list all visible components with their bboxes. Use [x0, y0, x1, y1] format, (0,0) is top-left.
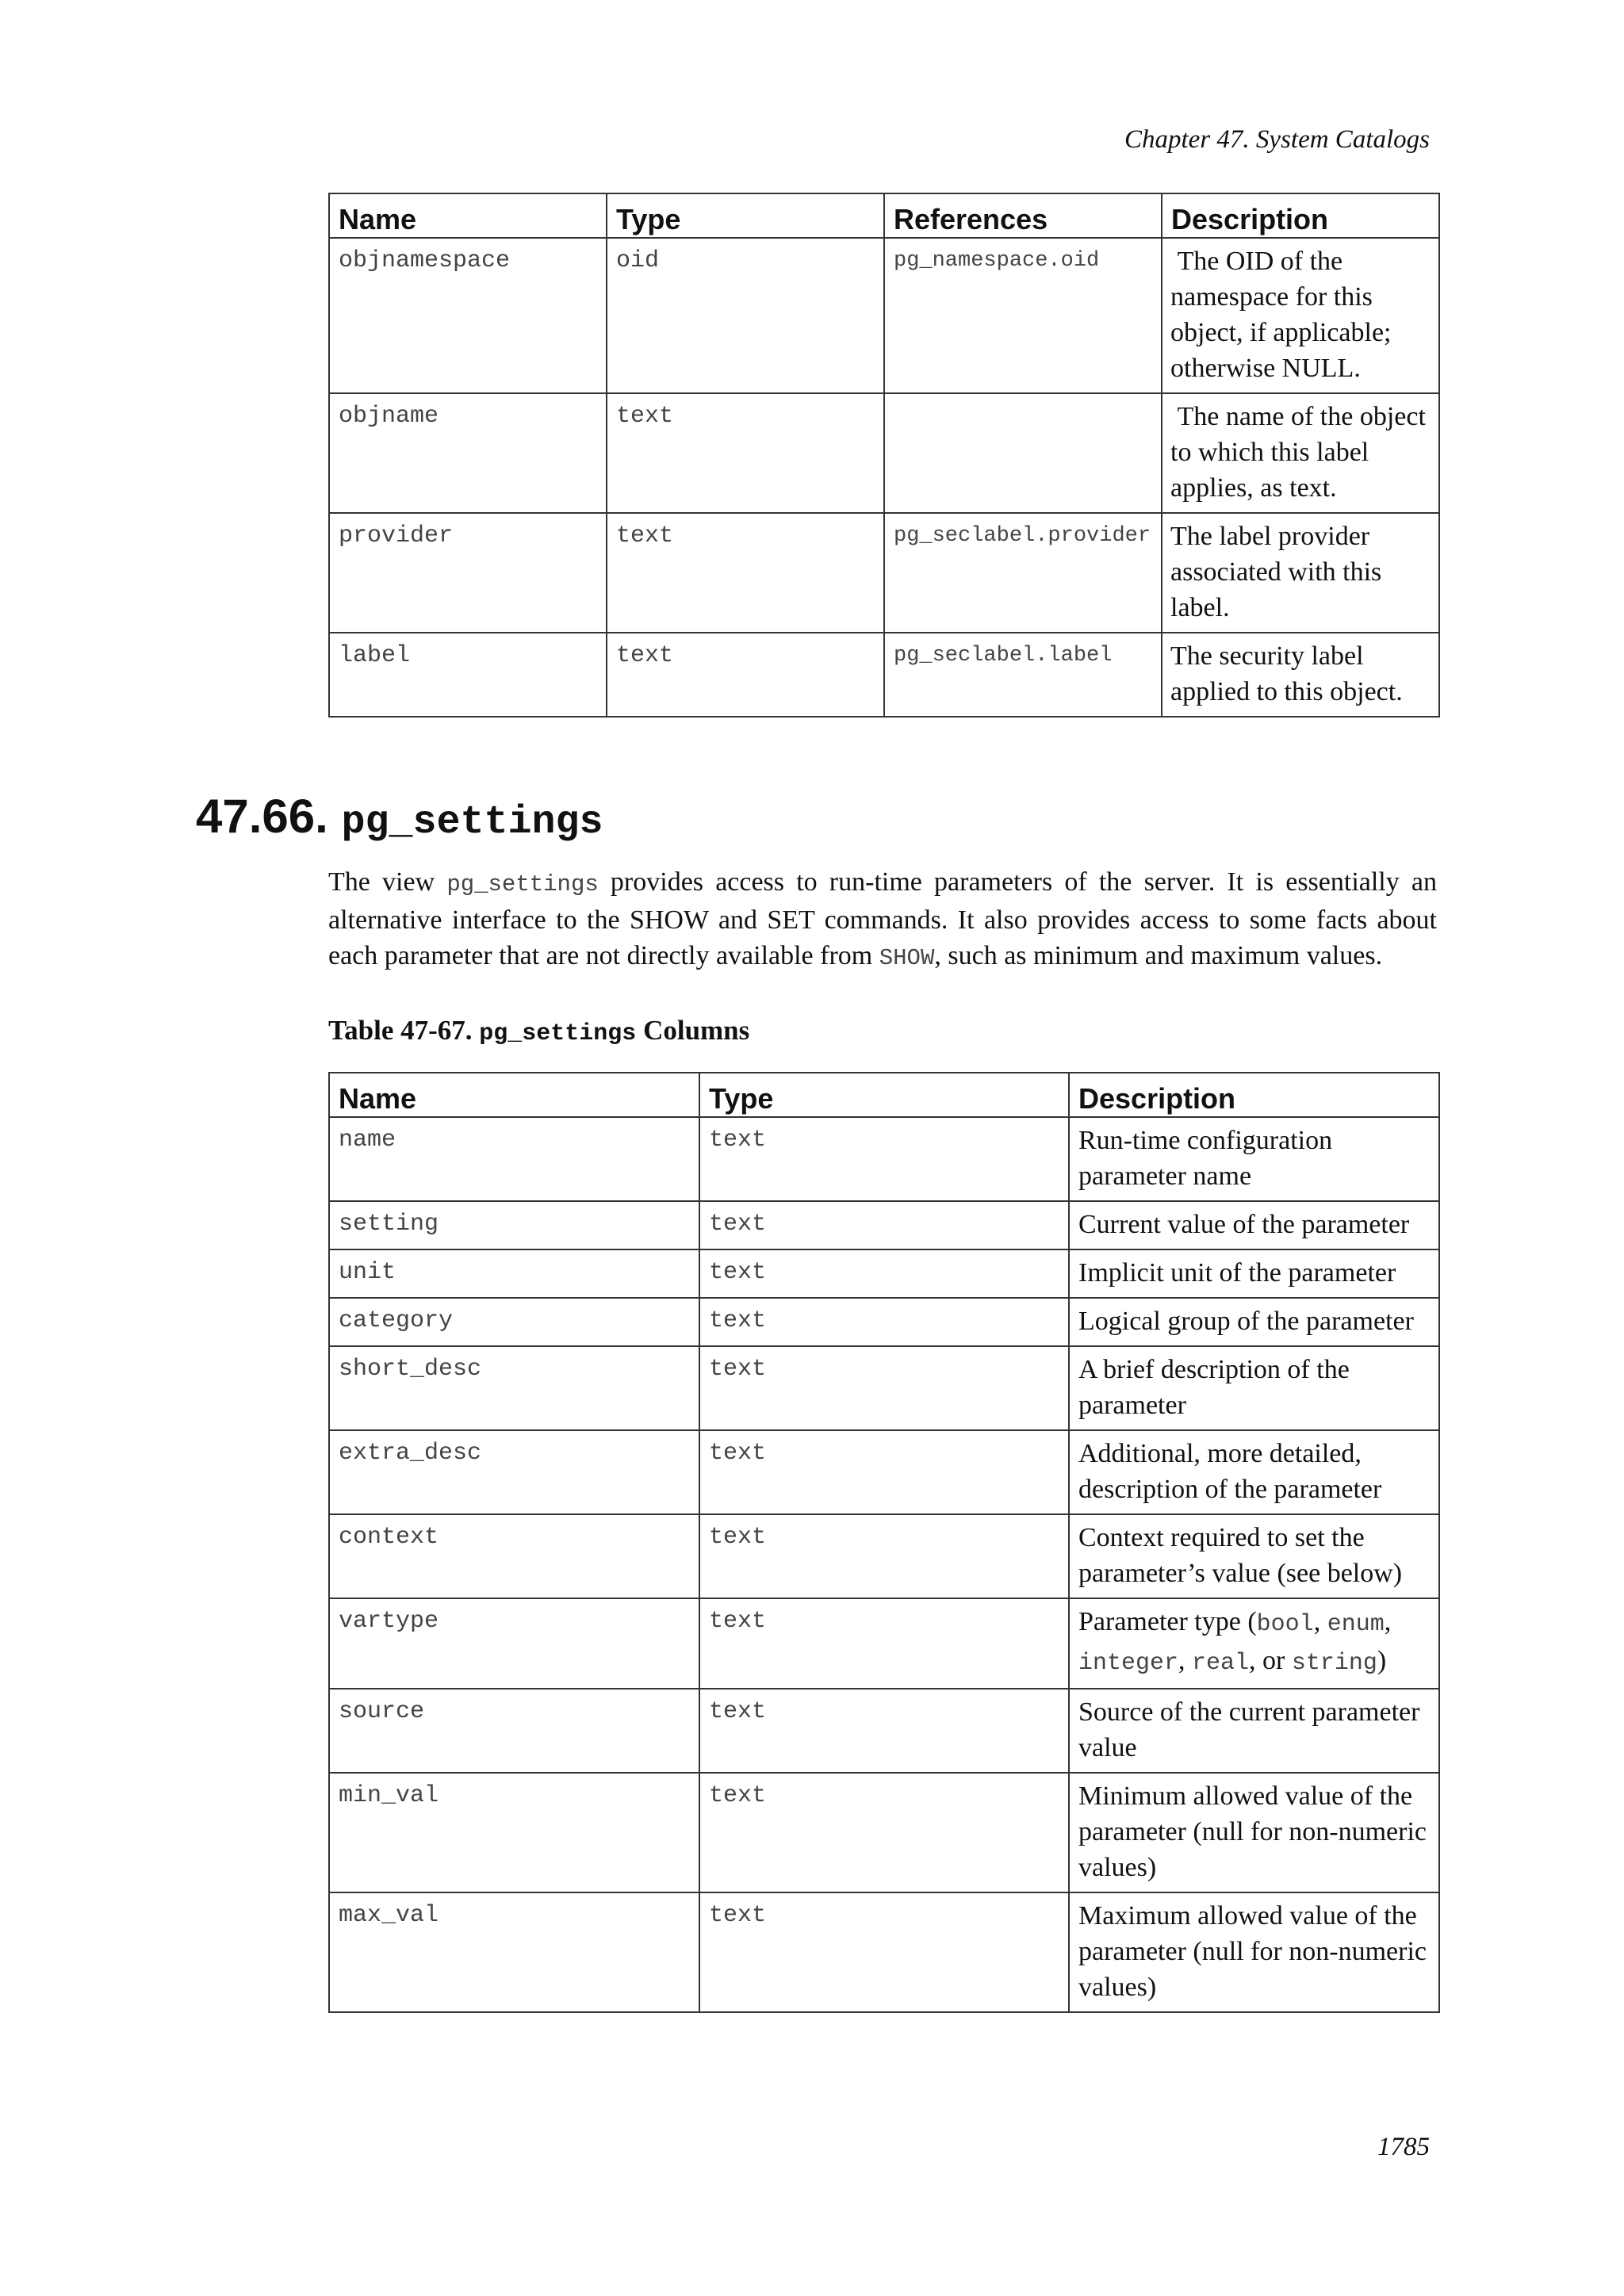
- desc-text: Parameter type (: [1078, 1607, 1257, 1636]
- table-row: [329, 1201, 1439, 1249]
- column-type-cell: text: [699, 1298, 1069, 1346]
- table-row: [329, 1773, 1439, 1892]
- table-row: [329, 1346, 1439, 1430]
- column-name-cell: setting: [329, 1201, 699, 1249]
- column-name-cell: source: [329, 1689, 699, 1773]
- column-type-cell: text: [607, 633, 884, 717]
- caption-code: pg_settings: [479, 1020, 637, 1047]
- section-intro-paragraph: [328, 864, 1437, 976]
- column-type-cell: text: [699, 1892, 1069, 2012]
- column-name-cell: objname: [329, 393, 607, 513]
- column-type-cell: text: [699, 1430, 1069, 1514]
- column-name-cell: unit: [329, 1249, 699, 1298]
- column-type-cell: oid: [607, 238, 884, 393]
- column-description-cell: The name of the object to which this label applies, as text.: [1162, 393, 1439, 513]
- column-name-cell: provider: [329, 513, 607, 633]
- table-row: [329, 1430, 1439, 1514]
- caption-suffix: Columns: [636, 1015, 750, 1046]
- column-references-cell: [884, 393, 1162, 513]
- column-type-cell: text: [699, 1346, 1069, 1430]
- table-row: [329, 1689, 1439, 1773]
- security-labels-columns-table: [328, 193, 1440, 718]
- column-references-cell: pg_seclabel.label: [884, 633, 1162, 717]
- column-name-cell: name: [329, 1117, 699, 1201]
- desc-text: ,: [1313, 1607, 1327, 1636]
- column-description-cell: Logical group of the parameter: [1069, 1298, 1439, 1346]
- column-type-cell: text: [699, 1598, 1069, 1689]
- table-row: [329, 393, 1439, 513]
- column-references-cell: pg_seclabel.provider: [884, 513, 1162, 633]
- type-integer: integer: [1078, 1650, 1179, 1677]
- table-row: [329, 1249, 1439, 1298]
- column-description-cell: Maximum allowed value of the parameter (null for non-numeric values): [1069, 1892, 1439, 2012]
- column-name-cell: label: [329, 633, 607, 717]
- caption-prefix: Table 47-67.: [328, 1015, 480, 1046]
- column-name-cell: max_val: [329, 1892, 699, 2012]
- section-number: 47.66.: [196, 790, 328, 843]
- intro-code-view: pg_settings: [446, 871, 599, 897]
- column-header-references: References: [884, 193, 1162, 238]
- column-type-cell: text: [607, 513, 884, 633]
- column-description-cell: Additional, more detailed, description of the parameter: [1069, 1430, 1439, 1514]
- column-type-cell: text: [699, 1514, 1069, 1598]
- table-row: [329, 1514, 1439, 1598]
- column-name-cell: min_val: [329, 1773, 699, 1892]
- table-row: [329, 1892, 1439, 2012]
- section-heading: [196, 789, 603, 851]
- type-bool: bool: [1256, 1611, 1314, 1638]
- page-number: 1785: [1377, 2133, 1430, 2161]
- column-name-cell: category: [329, 1298, 699, 1346]
- column-description-cell: Source of the current parameter value: [1069, 1689, 1439, 1773]
- column-name-cell: context: [329, 1514, 699, 1598]
- column-header-name: Name: [329, 1073, 699, 1117]
- column-description-cell: Minimum allowed value of the parameter (null for non-numeric values): [1069, 1773, 1439, 1892]
- table-row: [329, 1598, 1439, 1689]
- column-description-cell: A brief description of the parameter: [1069, 1346, 1439, 1430]
- desc-text: ): [1377, 1646, 1387, 1675]
- intro-code-show: SHOW: [879, 945, 935, 971]
- intro-text: , such as minimum and maximum values.: [934, 941, 1383, 970]
- desc-text: ,: [1384, 1607, 1392, 1636]
- section-title: pg_settings: [341, 800, 603, 845]
- column-description-cell: The OID of the namespace for this object, if applicable; otherwise NULL.: [1162, 238, 1439, 393]
- column-type-cell: text: [699, 1249, 1069, 1298]
- intro-text: provides access to run-time parameters of the server. It is essentially an alternative interface to the SHOW and SET commands. It also provides access to some facts about each parameter that are not directly available from: [328, 867, 1438, 970]
- column-name-cell: objnamespace: [329, 238, 607, 393]
- column-header-type: Type: [699, 1073, 1069, 1117]
- column-type-cell: text: [699, 1201, 1069, 1249]
- table-caption: [328, 1015, 749, 1047]
- column-type-cell: text: [699, 1773, 1069, 1892]
- table-row: [329, 1298, 1439, 1346]
- column-name-cell: short_desc: [329, 1346, 699, 1430]
- column-type-cell: text: [699, 1117, 1069, 1201]
- column-type-cell: text: [699, 1689, 1069, 1773]
- column-name-cell: extra_desc: [329, 1430, 699, 1514]
- column-description-cell: The label provider associated with this label.: [1162, 513, 1439, 633]
- column-name-cell: vartype: [329, 1598, 699, 1689]
- table-row: [329, 513, 1439, 633]
- column-description-cell: The security label applied to this object.: [1162, 633, 1439, 717]
- table-row: [329, 1117, 1439, 1201]
- table-row: [329, 238, 1439, 393]
- column-header-name: Name: [329, 193, 607, 238]
- chapter-header: Chapter 47. System Catalogs: [1124, 125, 1430, 154]
- desc-text: , or: [1249, 1646, 1292, 1675]
- column-header-type: Type: [607, 193, 884, 238]
- column-references-cell: pg_namespace.oid: [884, 238, 1162, 393]
- type-string: string: [1291, 1650, 1377, 1677]
- column-description-cell: Context required to set the parameter’s value (see below): [1069, 1514, 1439, 1598]
- intro-text: The view: [328, 867, 447, 897]
- table-header-row: [329, 193, 1439, 238]
- column-header-description: Description: [1069, 1073, 1439, 1117]
- table-header-row: [329, 1073, 1439, 1117]
- table-row: [329, 633, 1439, 717]
- type-enum: enum: [1327, 1611, 1385, 1638]
- column-description-cell: Run-time configuration parameter name: [1069, 1117, 1439, 1201]
- desc-text: ,: [1178, 1646, 1193, 1675]
- column-description-cell: Implicit unit of the parameter: [1069, 1249, 1439, 1298]
- pg-settings-columns-table: [328, 1072, 1440, 2013]
- column-description-cell: Current value of the parameter: [1069, 1201, 1439, 1249]
- type-real: real: [1192, 1650, 1250, 1677]
- column-header-description: Description: [1162, 193, 1439, 238]
- column-type-cell: text: [607, 393, 884, 513]
- column-description-cell: [1069, 1598, 1439, 1689]
